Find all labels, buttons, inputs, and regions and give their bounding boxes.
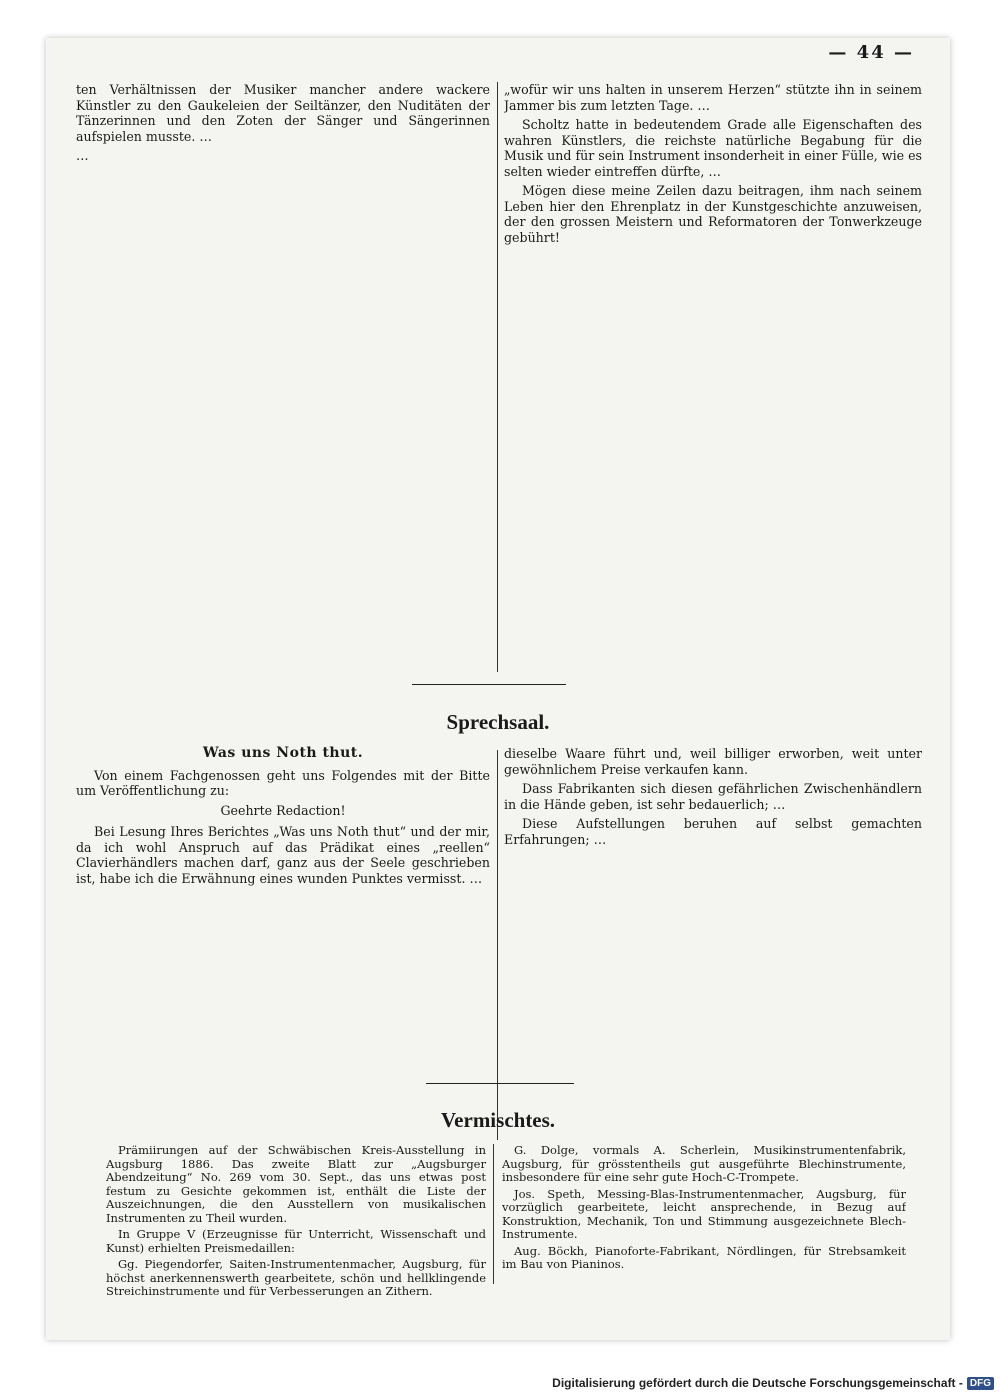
page-number: — 44 — [828,42,914,63]
column-divider [497,82,498,672]
vermischtes-heading: Vermischtes. [440,1108,556,1132]
section-separator [412,684,566,685]
paragraph: … [76,148,89,163]
section-separator [426,1083,574,1084]
footer-text: Digitalisierung gefördert durch die Deutsche Forschungsgemeinschaft - [552,1376,963,1390]
vermischtes-right-column [502,1144,906,1304]
sprechsaal-heading: Sprechsaal. [446,710,550,734]
article-title: Was uns Noth thut. [202,746,364,761]
paragraph: Jos. Speth, Messing-Blas-Instrumentenmacher, Augsburg, für vorzüglich gearbeitete, leicht ansprechende, in Bezug auf Konstruktion, Mechanik, Ton und Stimmung ausgezeichnete Blech-Instrumente. [502,1186,906,1241]
top-left-column [76,82,490,682]
paragraph: Aug. Böckh, Pianoforte-Fabrikant, Nördlingen, für Strebsamkeit im Bau von Pianinos. [502,1243,906,1271]
paragraph: Gg. Piegendorfer, Saiten-Instrumentenmacher, Augsburg, für höchst anerkennenswerth gearbeitete, schön und hellklingende Streichinstrumente und für Verbesserungen an Zithern. [106,1257,486,1298]
salutation: Geehrte Redaction! [220,802,346,818]
paragraph: Scholtz hatte in bedeutendem Grade alle Eigenschaften des wahren Künstlers, die reichste natürliche Begabung für die Musik und für sein Instrument insonderheit in einer Fülle, wie es selten wieder eintreffen dürfte, … [504,117,922,179]
paragraph: Bei Lesung Ihres Berichtes „Was uns Noth thut“ und der mir, da ich wohl Anspruch auf das Prädikat eines „reellen“ Clavierhändlers machen darf, ganz aus der Seele geschrieben ist, habe ich die Erwähnung eines wunden Punktes vermisst. … [76,824,490,886]
paragraph: Dass Fabrikanten sich diesen gefährlichen Zwischenhändlern in die Hände geben, ist sehr bedauerlich; … [504,781,922,812]
paragraph: „wofür wir uns halten in unserem Herzen“ stützte ihn in seinem Jammer bis zum letzten Tage. … [504,82,922,113]
sprechsaal-right-column [504,746,922,1116]
column-divider [493,1144,494,1284]
paragraph: Prämiirungen auf der Schwäbischen Kreis-Ausstellung in Augsburg 1886. Das zweite Blatt zur „Augsburger Abendzeitung“ No. 269 vom 30. Sept., das uns etwas post festum zu Gesichte gekommen ist, enthält die Liste der Auszeichnungen, die den Ausstellern von musikalischen Instrumenten zu Theil wurden. [106,1144,486,1225]
digitization-footer [552,1376,994,1390]
paragraph: Mögen diese meine Zeilen dazu beitragen, ihm nach seinem Leben hier den Ehrenplatz in der Kunstgeschichte anzuweisen, der den grossen Meistern und Reformatoren der Tonwerkzeuge gebührt! [504,183,922,245]
newspaper-page [46,38,950,1340]
paragraph: Von einem Fachgenossen geht uns Folgendes mit der Bitte um Veröffentlichung zu: [76,767,490,798]
sprechsaal-left-column [76,746,490,1116]
paragraph: In Gruppe V (Erzeugnisse für Unterricht, Wissenschaft und Kunst) erhielten Preismedaillen: [106,1227,486,1255]
vermischtes-left-column [106,1144,486,1304]
top-right-column [504,82,922,682]
paragraph: ten Verhältnissen der Musiker mancher andere wackere Künstler zu den Gaukeleien der Seiltänzer, den Nuditäten der Tänzerinnen und den Zoten der Sänger und Sängerinnen aufspielen musste. … [76,82,490,144]
dfg-logo: DFG [967,1377,994,1390]
paragraph: Diese Aufstellungen beruhen auf selbst gemachten Erfahrungen; … [504,816,922,847]
paragraph: G. Dolge, vormals A. Scherlein, Musikinstrumentenfabrik, Augsburg, für grösstentheils gut ausgeführte Blechinstrumente, insbesondere für eine sehr gute Hoch-C-Trompete. [502,1144,906,1184]
paragraph: dieselbe Waare führt und, weil billiger erworben, weit unter gewöhnlichem Preise verkaufen kann. [504,746,922,777]
column-divider [497,750,498,1140]
